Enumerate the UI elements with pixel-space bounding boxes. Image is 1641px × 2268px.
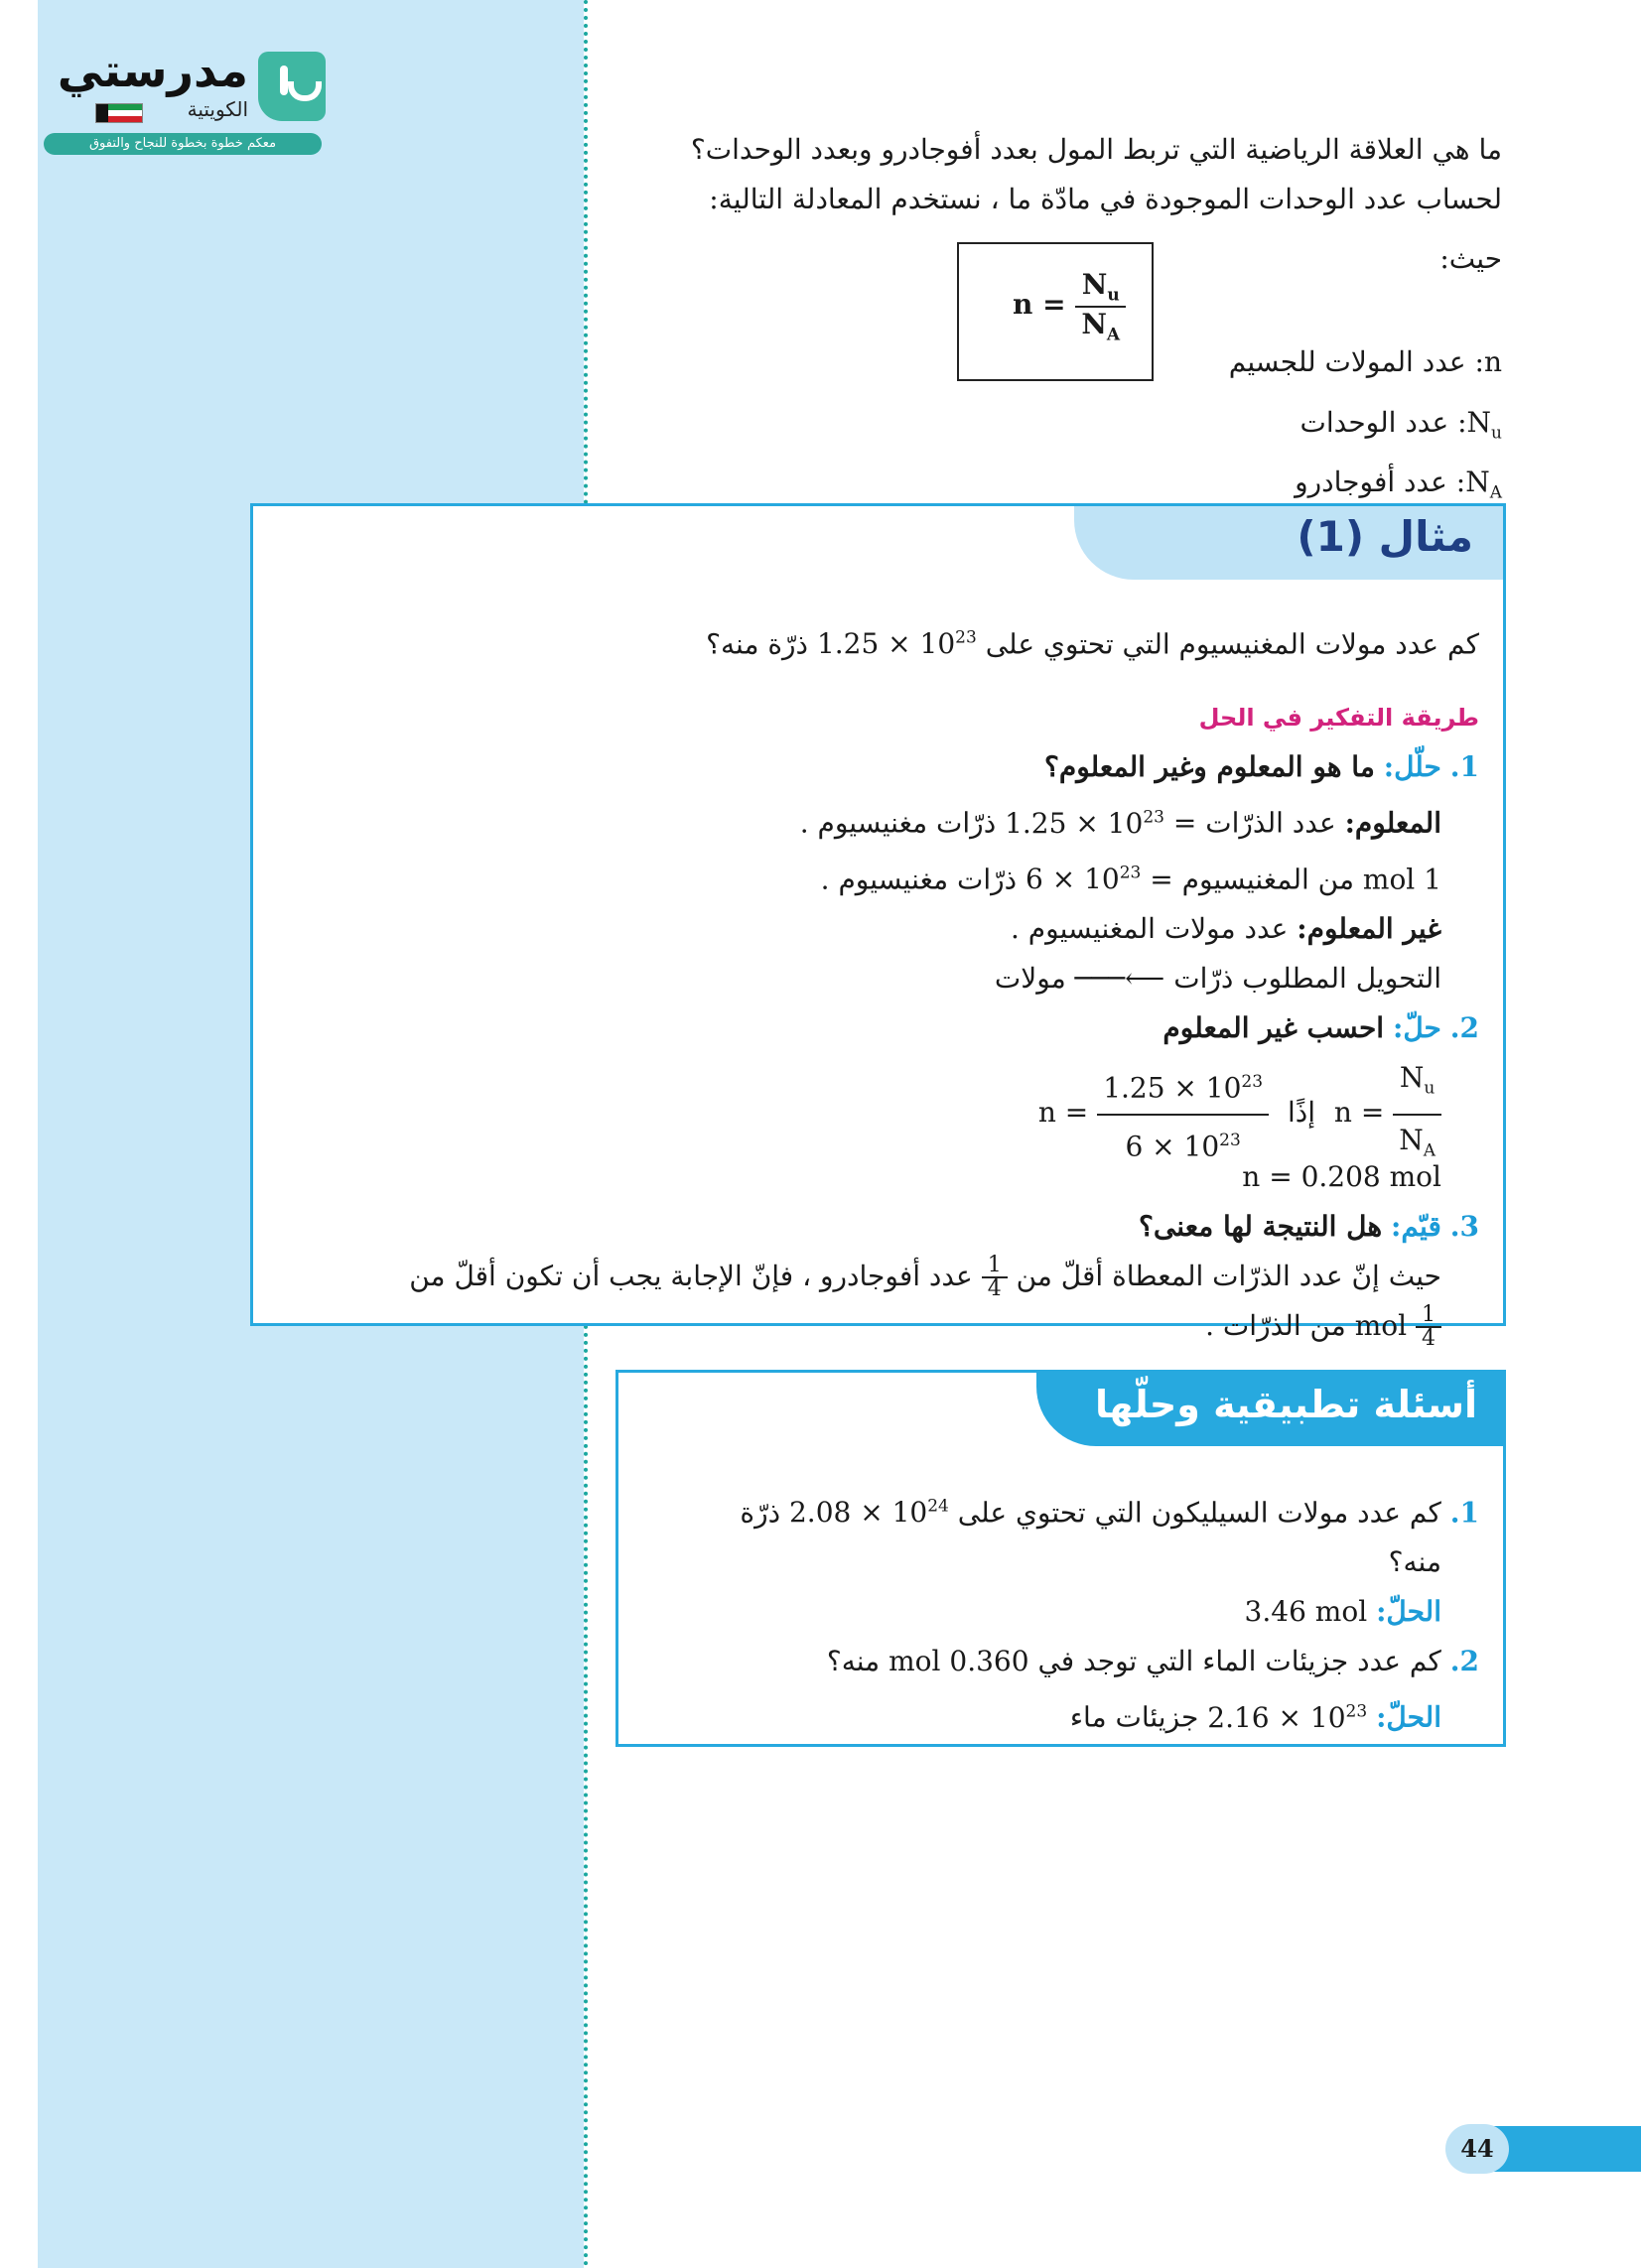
mol-line: 1 mol من المغنيسيوم = $6 \times 10^{23}$ ذرّات مغنيسيوم . xyxy=(820,862,1441,895)
formula-num: N xyxy=(1081,268,1108,301)
formula xyxy=(1013,268,1126,344)
logo-subtitle: الكويتية xyxy=(187,97,248,121)
intro-lead: لحساب عدد الوحدات الموجودة في مادّة ما ، نستخدم المعادلة التالية: xyxy=(709,183,1502,215)
evaluation-line-2: $\frac{1}{4}$ mol من الذرّات . xyxy=(278,1301,1479,1351)
step-3: 3. قيّم: هل النتيجة لها معنى؟ xyxy=(1139,1209,1479,1243)
example-header xyxy=(1074,506,1503,580)
logo-tagline: معكم خطوة بخطوة للنجاح والتفوق xyxy=(44,133,322,155)
formula-den-sub: A xyxy=(1106,325,1121,345)
unknown-line: غير المعلوم: عدد مولات المغنيسيوم . xyxy=(1010,911,1441,945)
example-box xyxy=(250,503,1506,1352)
result-line: n = 0.208 mol xyxy=(1242,1159,1441,1193)
example-title: مثال (1) xyxy=(1297,512,1473,561)
intro-where: حيث: xyxy=(1439,242,1502,275)
site-logo[interactable] xyxy=(44,44,332,159)
practice-title: أسئلة تطبيقية وحلّها xyxy=(1094,1383,1477,1426)
step-1: 1. حلّل: ما هو المعلوم وغير المعلوم؟ xyxy=(1044,750,1479,784)
definition-item: n: عدد المولات للجسيم xyxy=(1228,345,1502,378)
conversion-line: التحويل المطلوب ذرّات ⟵─── مولات xyxy=(994,961,1441,995)
example-question: كم عدد مولات المغنيسيوم التي تحتوي على $1.25 \times 10^{23}$ ذرّة منه؟ xyxy=(706,627,1479,661)
step-2: 2. حلّ: احسب غير المعلوم xyxy=(1162,1010,1479,1044)
practice-q1-cont: منه؟ xyxy=(1388,1545,1441,1579)
definition-item: $N_u$: عدد الوحدات xyxy=(1299,405,1502,444)
practice-a1: الحلّ: 3.46 mol xyxy=(1244,1595,1441,1629)
practice-header xyxy=(1036,1373,1503,1446)
formula-num-sub: u xyxy=(1107,285,1120,306)
formula-box xyxy=(957,242,1154,381)
practice-box xyxy=(615,1370,1506,1747)
page-number-bar xyxy=(1489,2126,1641,2172)
formula-fraction xyxy=(1075,268,1126,344)
logo-name: مدرستي xyxy=(57,44,248,97)
evaluation-line: حيث إنّ عدد الذرّات المعطاة أقلّ من $\frac{1}{4}$ عدد أفوجادرو ، فإنّ الإجابة يجب أن تكون أقلّ من xyxy=(409,1253,1441,1302)
logo-mark-icon xyxy=(258,52,326,121)
formula-lhs: n = xyxy=(1013,288,1066,322)
kuwait-flag-icon xyxy=(95,103,143,123)
practice-body xyxy=(645,1482,1479,1743)
intro-question: ما هي العلاقة الرياضية التي تربط المول بعدد أفوجادرو وبعدد الوحدات؟ xyxy=(690,133,1502,166)
practice-q1: 1. كم عدد مولات السيليكون التي تحتوي على $2.08 \times 10^{24}$ ذرّة xyxy=(740,1496,1479,1530)
practice-a2: الحلّ: $2.16 \times 10^{23}$ جزيئات ماء xyxy=(1069,1700,1441,1734)
definitions-list xyxy=(1229,337,1502,518)
thinking-heading: طريقة التفكير في الحل xyxy=(1198,704,1479,733)
page-number: 44 xyxy=(1445,2124,1509,2174)
example-body xyxy=(278,613,1479,1351)
definition-item: $N_A$: عدد أفوجادرو xyxy=(1295,466,1502,503)
practice-q2: 2. كم عدد جزيئات الماء التي توجد في 0.360 mol منه؟ xyxy=(826,1645,1479,1678)
formula-den: N xyxy=(1081,307,1107,340)
known-line: المعلوم: عدد الذرّات = $1.25 \times 10^{23}$ ذرّات مغنيسيوم . xyxy=(799,806,1441,840)
calculation: n = $\frac{1.25 \times 10^{23}}{6 \times 10^{23}}$ إذًا n = $\frac{N_u}{N_A}$ xyxy=(278,1053,1479,1152)
